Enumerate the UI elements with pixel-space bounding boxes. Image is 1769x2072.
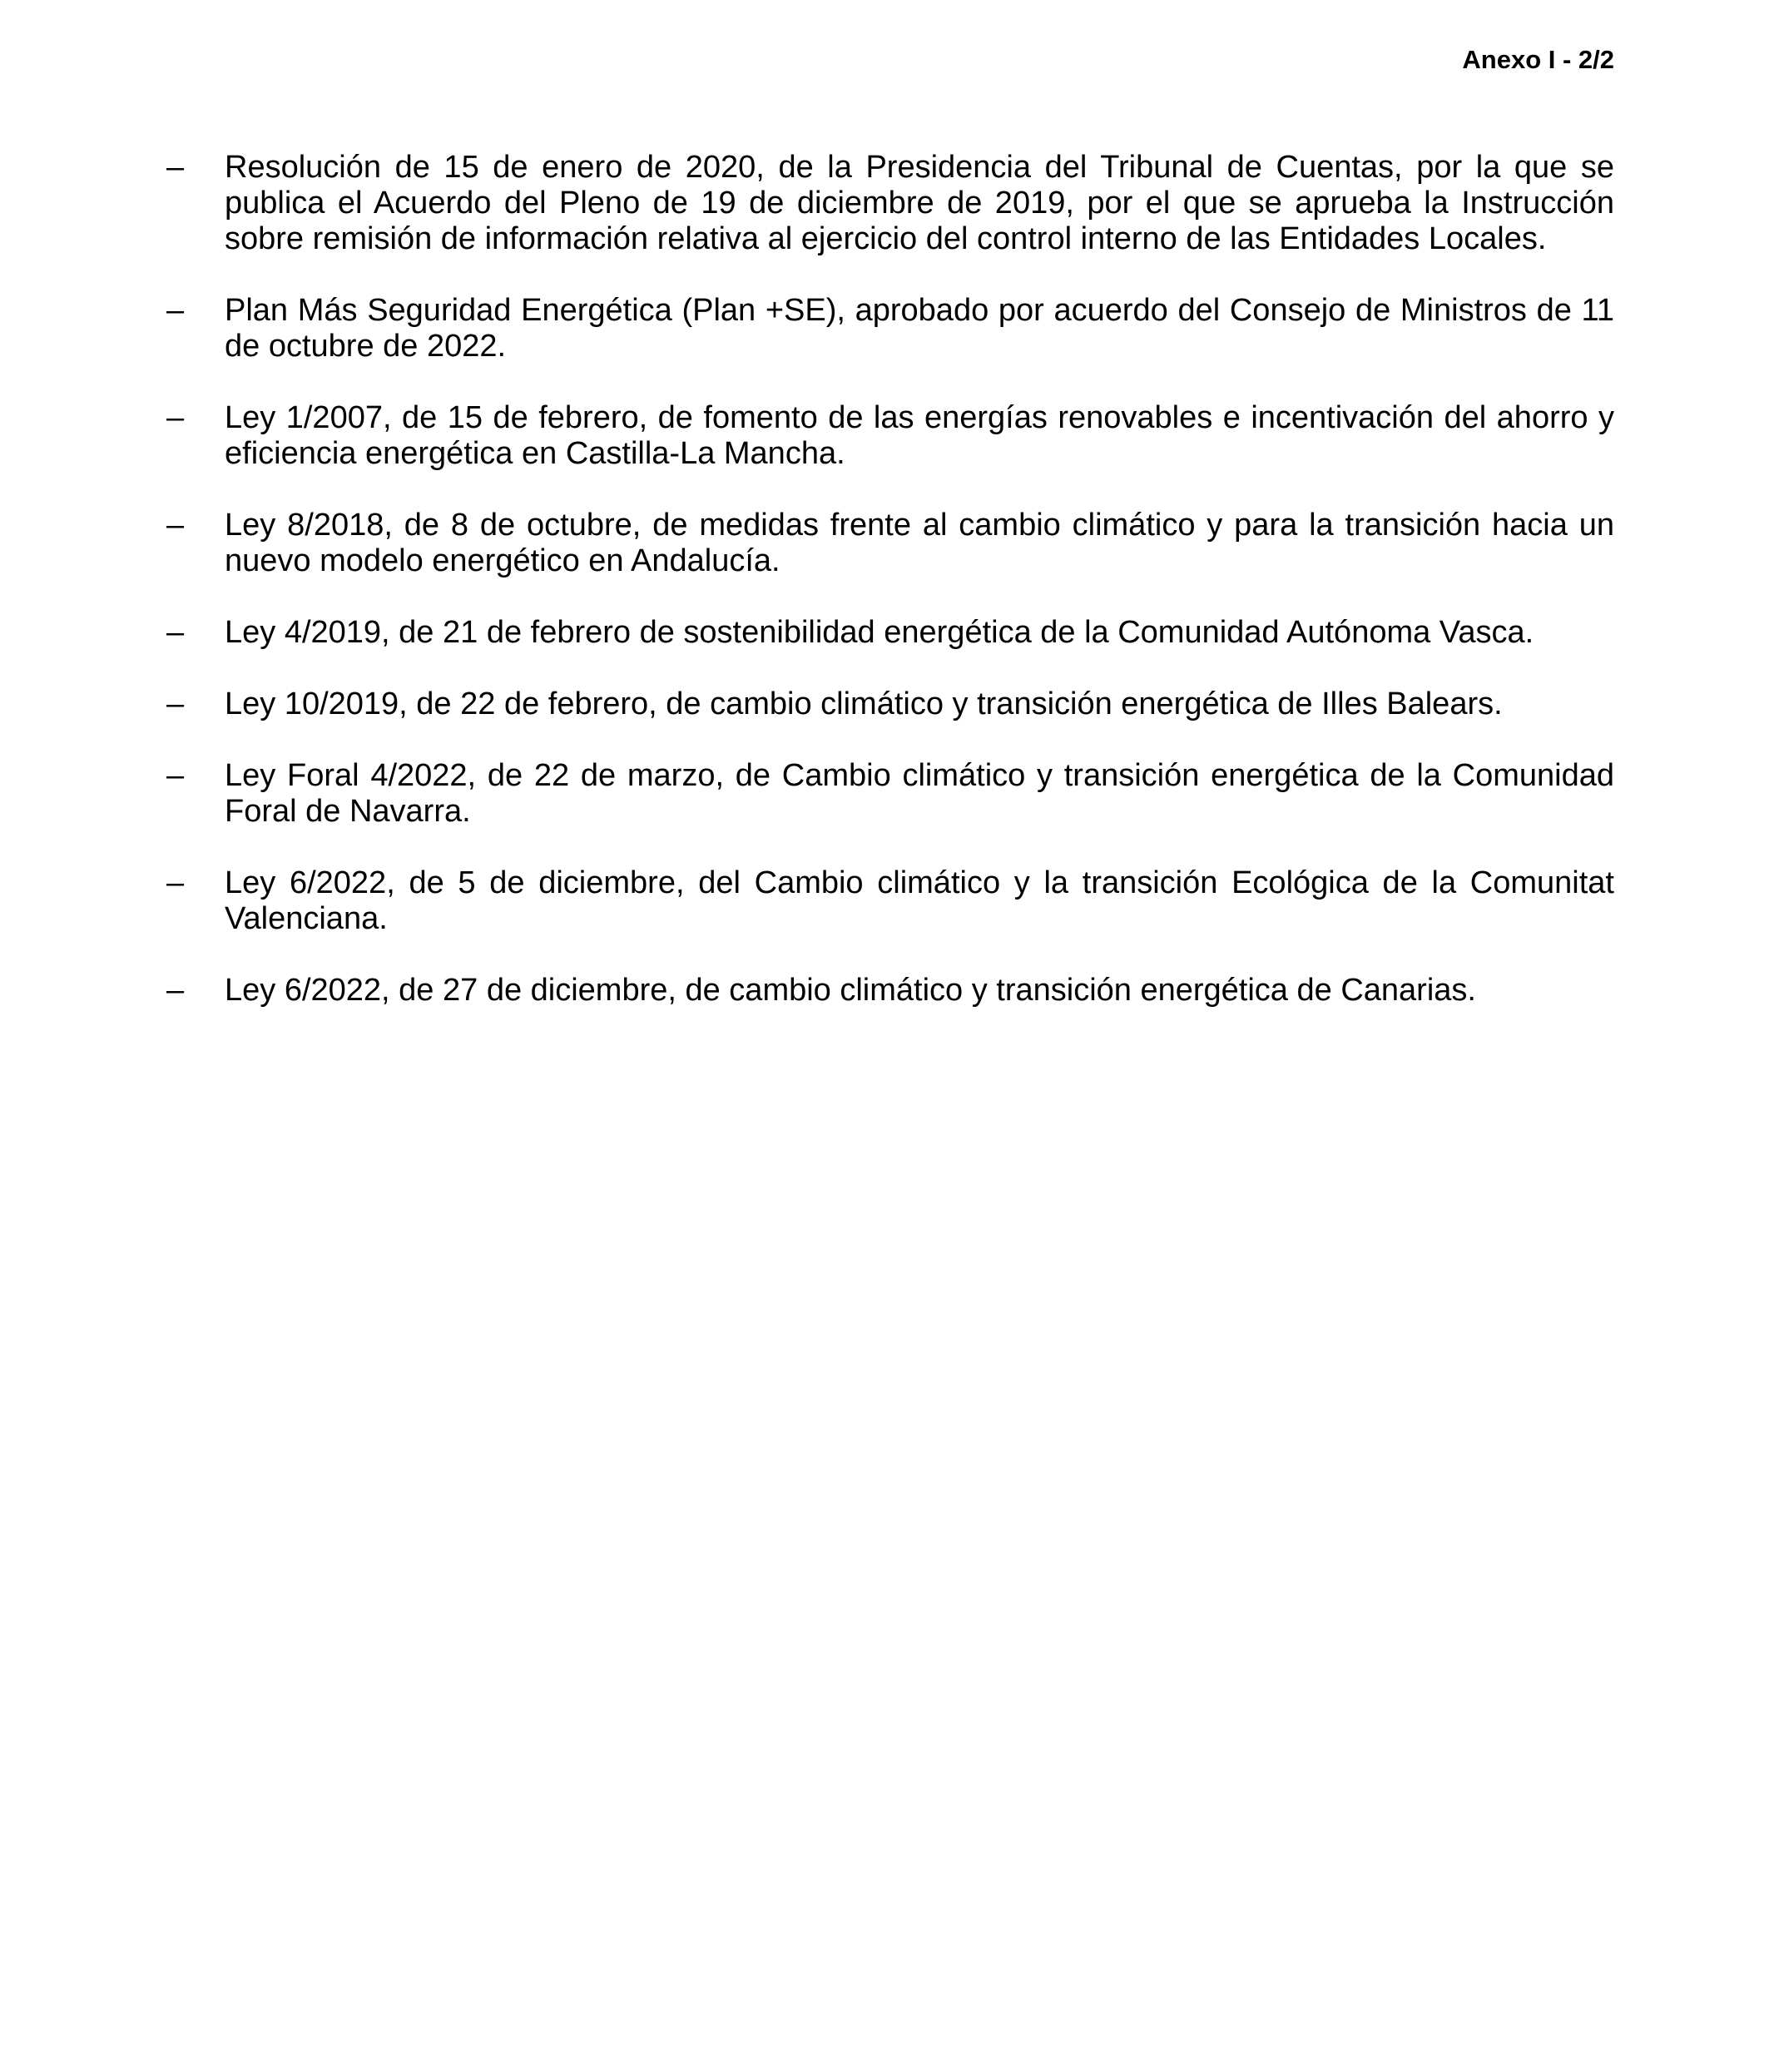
- list-item-text: Resolución de 15 de enero de 2020, de la Presidencia del Tribunal de Cuentas, por la que se publica el Acuerdo del Pleno de 19 de diciembre de 2019, por el que se aprueba la Instrucción sobre remisión de información relativa al ejercicio del control interno de las Entidades Locales.: [225, 150, 1614, 256]
- list-item: [166, 150, 1614, 257]
- dash-bullet: –: [166, 687, 185, 721]
- list-item-text: Ley 6/2022, de 27 de diciembre, de cambio climático y transición energética de Canarias.: [225, 973, 1476, 1008]
- list-item: [166, 973, 1614, 1009]
- list-item: [166, 615, 1614, 651]
- dash-bullet: –: [166, 973, 185, 1008]
- dash-bullet: –: [166, 865, 185, 900]
- dash-bullet: –: [166, 150, 185, 185]
- list-item: [166, 865, 1614, 937]
- dash-bullet: –: [166, 400, 185, 435]
- dash-bullet: –: [166, 615, 185, 650]
- list-item: [166, 508, 1614, 579]
- annex-page-label: Anexo I - 2/2: [1462, 45, 1614, 74]
- list-item: [166, 758, 1614, 830]
- list-item: [166, 687, 1614, 722]
- list-item-text: Ley Foral 4/2022, de 22 de marzo, de Cambio climático y transición energética de la Comunidad Foral de Navarra.: [225, 758, 1614, 829]
- list-item-text: Ley 6/2022, de 5 de diciembre, del Cambio climático y la transición Ecológica de la Comunitat Valenciana.: [225, 865, 1614, 936]
- list-item-text: Ley 4/2019, de 21 de febrero de sostenibilidad energética de la Comunidad Autónoma Vasca.: [225, 615, 1534, 650]
- list-item-text: Plan Más Seguridad Energética (Plan +SE), aprobado por acuerdo del Consejo de Ministros de 11 de octubre de 2022.: [225, 293, 1614, 364]
- dash-bullet: –: [166, 293, 185, 328]
- list-item: [166, 400, 1614, 472]
- list-item-text: Ley 8/2018, de 8 de octubre, de medidas frente al cambio climático y para la transición hacia un nuevo modelo energético en Andalucía.: [225, 508, 1614, 578]
- dash-bullet: –: [166, 508, 185, 543]
- list-item: [166, 293, 1614, 364]
- list-item-text: Ley 10/2019, de 22 de febrero, de cambio climático y transición energética de Illes Balears.: [225, 687, 1503, 721]
- legal-references-list: [166, 150, 1614, 1044]
- dash-bullet: –: [166, 758, 185, 793]
- list-item-text: Ley 1/2007, de 15 de febrero, de fomento de las energías renovables e incentivación del ahorro y eficiencia energética en Castilla-La Mancha.: [225, 400, 1614, 471]
